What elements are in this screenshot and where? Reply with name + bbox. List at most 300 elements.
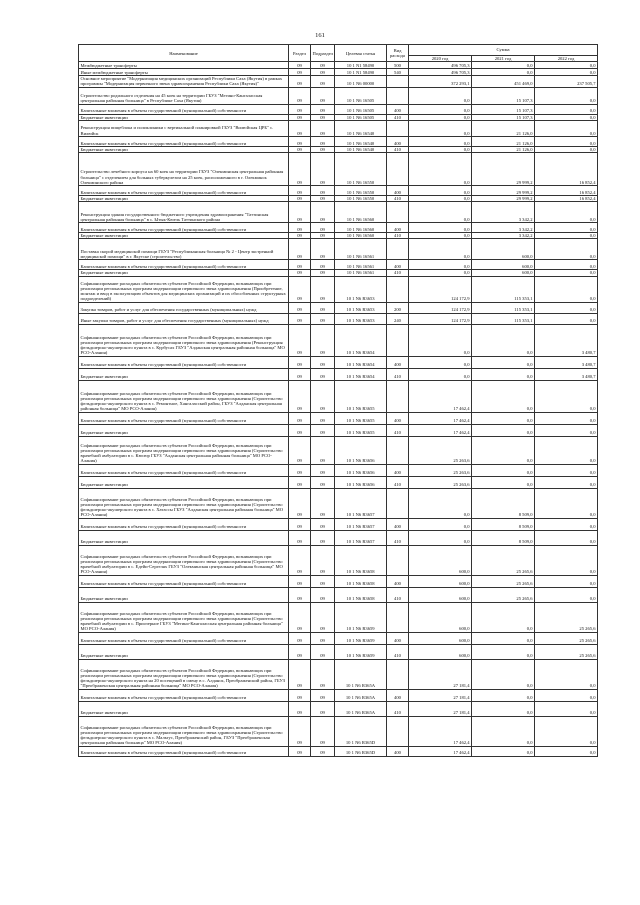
cell-target-item: 10 1 N6 R365A (335, 689, 387, 701)
table-row (79, 575, 598, 587)
cell-name: Иные межбюджетные трансферты (79, 69, 289, 76)
header-subsection: Подраздел (311, 45, 335, 62)
cell-subsection: 09 (311, 488, 335, 518)
cell-sum-2020: 124 172,9 (409, 313, 472, 324)
cell-sum-2020: 0,0 (409, 136, 472, 146)
cell-subsection: 09 (311, 602, 335, 632)
cell-sum-2020: 0,0 (409, 239, 472, 260)
table-row (79, 632, 598, 644)
cell-subsection: 09 (311, 120, 335, 136)
header-year-2022: 2022 год (535, 56, 598, 62)
cell-subsection: 09 (311, 632, 335, 644)
cell-section: 09 (289, 530, 311, 545)
cell-sum-2021: 0,0 (472, 689, 535, 701)
cell-name: Строительство лечебного корпуса на 60 коек на территории ГБУЗ "Олекминская центральная районная больница" с отделением для больных туберкулезом на 25 коек, расположенного в г. Олекминск Олекминского района (79, 153, 289, 186)
cell-sum-2022: 0,0 (535, 270, 598, 276)
cell-subsection: 09 (311, 223, 335, 233)
cell-section: 09 (289, 233, 311, 239)
cell-sum-2021: 0,0 (472, 436, 535, 464)
cell-subsection: 09 (311, 186, 335, 196)
cell-subsection: 09 (311, 276, 335, 302)
cell-sum-2021: 15 107,3 (472, 114, 535, 120)
table-row (79, 424, 598, 436)
cell-subsection: 09 (311, 233, 335, 239)
cell-sum-2022: 237 505,7 (535, 76, 598, 87)
cell-expense-type: 400 (387, 412, 409, 424)
cell-name: Бюджетные инвестиции (79, 233, 289, 239)
table-row (79, 412, 598, 424)
cell-sum-2021: 0,0 (472, 602, 535, 632)
cell-sum-2020: 17 462,4 (409, 746, 472, 756)
cell-section: 09 (289, 356, 311, 368)
cell-target-item: 10 1 N6 R365A (335, 659, 387, 689)
cell-section: 09 (289, 146, 311, 152)
cell-sum-2022: 0,0 (535, 518, 598, 530)
cell-sum-2020: 0,0 (409, 270, 472, 276)
cell-name: Бюджетные инвестиции (79, 530, 289, 545)
cell-expense-type (387, 716, 409, 746)
cell-expense-type: 400 (387, 464, 409, 476)
cell-target-item: 10 1 N6 R3658 (335, 575, 387, 587)
cell-sum-2020: 0,0 (409, 196, 472, 202)
cell-sum-2020: 0,0 (409, 153, 472, 186)
cell-section: 09 (289, 76, 311, 87)
header-target-item: Целевая статья (335, 45, 387, 62)
table-row (79, 239, 598, 260)
cell-name: Межбюджетные трансферты (79, 62, 289, 69)
cell-sum-2021: 29 999,2 (472, 186, 535, 196)
cell-sum-2020: 0,0 (409, 186, 472, 196)
cell-sum-2020: 27 181,4 (409, 689, 472, 701)
cell-name: Реконструкция пищеблока и поликлиники с вертикальной планировкой ГБУЗ "Вилюйская ЦРБ" с. Вилюйск (79, 120, 289, 136)
cell-target-item: 10 1 N6 16540 (335, 146, 387, 152)
cell-sum-2022: 0,0 (535, 530, 598, 545)
cell-name: Капитальные вложения в объекты государственной (муниципальной) собственности (79, 412, 289, 424)
table-row (79, 313, 598, 324)
cell-section: 09 (289, 239, 311, 260)
cell-target-item: 10 1 N6 16550 (335, 153, 387, 186)
cell-sum-2021: 3 342,2 (472, 202, 535, 223)
cell-sum-2021: 0,0 (472, 69, 535, 76)
cell-sum-2021: 15 107,3 (472, 87, 535, 104)
cell-subsection: 09 (311, 436, 335, 464)
cell-expense-type: 400 (387, 260, 409, 270)
cell-expense-type: 410 (387, 233, 409, 239)
cell-name: Капитальные вложения в объекты государственной (муниципальной) собственности (79, 260, 289, 270)
cell-sum-2021: 15 107,3 (472, 104, 535, 114)
cell-name: Бюджетные инвестиции (79, 270, 289, 276)
cell-target-item: 10 1 N6 16540 (335, 120, 387, 136)
cell-expense-type (387, 87, 409, 104)
cell-target-item: 10 1 N6 R3654 (335, 324, 387, 356)
cell-name: Бюджетные инвестиции (79, 196, 289, 202)
cell-sum-2022: 0,0 (535, 746, 598, 756)
cell-expense-type: 400 (387, 186, 409, 196)
table-row (79, 62, 598, 69)
cell-expense-type (387, 602, 409, 632)
cell-sum-2022: 0,0 (535, 69, 598, 76)
header-year-2021: 2021 год (472, 56, 535, 62)
cell-section: 09 (289, 186, 311, 196)
cell-sum-2022: 3 480,7 (535, 368, 598, 380)
cell-section: 09 (289, 313, 311, 324)
cell-expense-type: 410 (387, 270, 409, 276)
cell-sum-2021: 0,0 (472, 368, 535, 380)
cell-name: Основное мероприятие "Модернизация медицинских организаций Республики Саха (Якутия) в рамках программы "Модернизация первичного звена здравоохранения Республики Саха (Якутия)" (79, 76, 289, 87)
cell-sum-2020: 17 462,4 (409, 412, 472, 424)
cell-expense-type: 410 (387, 114, 409, 120)
cell-section: 09 (289, 62, 311, 69)
table-row (79, 476, 598, 488)
cell-subsection: 09 (311, 380, 335, 412)
cell-section: 09 (289, 120, 311, 136)
cell-name: Софинансирование расходных обязательств субъектов Российской Федерации, возникающих при реализации региональных программ модернизации первичного звена здравоохранения (Строительство фельдшерско-акушерского пункта на 20 посещений в смену в с. Алданск, Преображенский район, ГБУЗ "Преображенская центральная районная больница" МО РСО-Алания) (79, 659, 289, 689)
cell-subsection: 09 (311, 530, 335, 545)
cell-sum-2022: 3 480,7 (535, 356, 598, 368)
cell-sum-2020: 27 181,4 (409, 659, 472, 689)
cell-sum-2021: 21 126,0 (472, 120, 535, 136)
cell-name: Капитальные вложения в объекты государственной (муниципальной) собственности (79, 356, 289, 368)
cell-name: Бюджетные инвестиции (79, 368, 289, 380)
cell-name: Капитальные вложения в объекты государственной (муниципальной) собственности (79, 104, 289, 114)
cell-name: Поставка скорой медицинской помощи ГБУЗ "Республиканская больница № 2 - Центр экстренной медицинской помощи" в г. Якутске (строительство) (79, 239, 289, 260)
cell-sum-2020: 0,0 (409, 368, 472, 380)
cell-target-item: 10 1 N6 16560 (335, 233, 387, 239)
cell-target-item: 10 1 N6 R3656 (335, 436, 387, 464)
cell-name: Софинансирование расходных обязательств субъектов Российской Федерации, возникающих при реализации региональных программ модернизации первичного звена здравоохранения (Строительство фельдшерско-акушерского пункта в с. Мальтус, Преображенский район, ГБУЗ "Преображенская центральная районная больница" МО РСО-Алания) (79, 716, 289, 746)
cell-sum-2020: 17 462,4 (409, 716, 472, 746)
cell-expense-type: 200 (387, 302, 409, 313)
table-row (79, 87, 598, 104)
cell-sum-2022: 0,0 (535, 302, 598, 313)
cell-sum-2022: 0,0 (535, 87, 598, 104)
cell-target-item: 10 1 N6 R3658 (335, 587, 387, 602)
cell-section: 09 (289, 196, 311, 202)
cell-sum-2022: 0,0 (535, 276, 598, 302)
cell-sum-2020: 27 181,4 (409, 701, 472, 716)
cell-target-item: 10 1 N6 R3659 (335, 644, 387, 659)
table-row (79, 587, 598, 602)
cell-target-item: 10 1 N6 R365D (335, 716, 387, 746)
cell-subsection: 09 (311, 153, 335, 186)
cell-name: Бюджетные инвестиции (79, 114, 289, 120)
cell-sum-2022: 0,0 (535, 412, 598, 424)
cell-sum-2020: 372 293,1 (409, 76, 472, 87)
cell-target-item: 10 1 N6 R3655 (335, 412, 387, 424)
cell-sum-2021: 115 353,1 (472, 302, 535, 313)
cell-sum-2020: 600,0 (409, 545, 472, 575)
cell-sum-2020: 0,0 (409, 356, 472, 368)
table-row (79, 716, 598, 746)
cell-target-item: 10 1 N6 R3656 (335, 476, 387, 488)
cell-name: Бюджетные инвестиции (79, 424, 289, 436)
cell-sum-2021: 25 265,6 (472, 545, 535, 575)
cell-section: 09 (289, 545, 311, 575)
cell-sum-2020: 0,0 (409, 202, 472, 223)
cell-expense-type: 410 (387, 476, 409, 488)
cell-expense-type: 540 (387, 69, 409, 76)
table-row (79, 530, 598, 545)
cell-section: 09 (289, 153, 311, 186)
cell-target-item: 10 1 N6 R3659 (335, 602, 387, 632)
cell-sum-2022: 0,0 (535, 223, 598, 233)
cell-expense-type (387, 324, 409, 356)
cell-sum-2020: 124 172,9 (409, 302, 472, 313)
cell-sum-2022: 0,0 (535, 62, 598, 69)
cell-sum-2021: 0,0 (472, 424, 535, 436)
cell-expense-type (387, 545, 409, 575)
cell-section: 09 (289, 260, 311, 270)
header-sum: Сумма (409, 45, 598, 56)
cell-name: Капитальные вложения в объекты государственной (муниципальной) собственности (79, 136, 289, 146)
cell-sum-2021: 3 342,2 (472, 233, 535, 239)
cell-expense-type: 410 (387, 424, 409, 436)
cell-target-item: 10 1 N1 58490 (335, 69, 387, 76)
cell-section: 09 (289, 136, 311, 146)
cell-subsection: 09 (311, 412, 335, 424)
cell-sum-2022: 0,0 (535, 202, 598, 223)
cell-section: 09 (289, 270, 311, 276)
cell-sum-2021: 600,0 (472, 270, 535, 276)
cell-sum-2021: 8 509,0 (472, 518, 535, 530)
cell-sum-2021: 115 353,1 (472, 276, 535, 302)
cell-sum-2022: 25 265,6 (535, 644, 598, 659)
cell-name: Капитальные вложения в объекты государственной (муниципальной) собственности (79, 223, 289, 233)
cell-target-item: 10 1 N6 R3657 (335, 530, 387, 545)
cell-target-item: 10 1 N6 R3653 (335, 313, 387, 324)
cell-sum-2021: 29 999,2 (472, 196, 535, 202)
cell-section: 09 (289, 464, 311, 476)
cell-sum-2022: 0,0 (535, 476, 598, 488)
cell-target-item: 10 1 N6 R3658 (335, 545, 387, 575)
cell-target-item: 10 1 N6 R3653 (335, 276, 387, 302)
cell-target-item: 10 1 N1 58490 (335, 62, 387, 69)
page-number: 161 (315, 32, 325, 39)
table-row (79, 488, 598, 518)
table-row (79, 276, 598, 302)
cell-sum-2022: 0,0 (535, 424, 598, 436)
cell-name: Бюджетные инвестиции (79, 146, 289, 152)
cell-sum-2020: 0,0 (409, 488, 472, 518)
cell-target-item: 10 1 N6 R3656 (335, 464, 387, 476)
table-row (79, 644, 598, 659)
cell-section: 09 (289, 276, 311, 302)
cell-section: 09 (289, 104, 311, 114)
cell-section: 09 (289, 436, 311, 464)
cell-sum-2020: 0,0 (409, 530, 472, 545)
cell-subsection: 09 (311, 464, 335, 476)
cell-target-item: 10 1 N6 16561 (335, 239, 387, 260)
cell-name: Софинансирование расходных обязательств субъектов Российской Федерации, возникающих при реализации региональных программ модернизации первичного звена здравоохранения (Реконструкция фельдшерско-акушерского пункта в с. Курбусах ГБУЗ "Алданская центральная районная больница" МО РСО-Алания) (79, 324, 289, 356)
cell-target-item: 10 1 N6 00000 (335, 76, 387, 87)
cell-subsection: 09 (311, 689, 335, 701)
cell-sum-2022: 0,0 (535, 488, 598, 518)
cell-subsection: 09 (311, 356, 335, 368)
cell-target-item: 10 1 N6 16505 (335, 114, 387, 120)
cell-subsection: 09 (311, 136, 335, 146)
cell-name: Реконструкция здания государственного бюджетного учреждения здравоохранения "Таттинская центральная районная больница" в с. Ытык-Кюель Таттинского района (79, 202, 289, 223)
cell-sum-2022: 0,0 (535, 464, 598, 476)
cell-subsection: 09 (311, 575, 335, 587)
cell-subsection: 09 (311, 424, 335, 436)
cell-target-item: 10 1 N6 16550 (335, 186, 387, 196)
cell-expense-type: 410 (387, 196, 409, 202)
cell-subsection: 09 (311, 114, 335, 120)
cell-name: Капитальные вложения в объекты государственной (муниципальной) собственности (79, 689, 289, 701)
cell-section: 09 (289, 302, 311, 313)
cell-name: Бюджетные инвестиции (79, 476, 289, 488)
table-row (79, 368, 598, 380)
cell-sum-2021: 0,0 (472, 701, 535, 716)
cell-section: 09 (289, 368, 311, 380)
cell-sum-2021: 600,0 (472, 260, 535, 270)
cell-name: Иные закупки товаров, работ и услуг для обеспечения государственных (муниципальных) нужд (79, 313, 289, 324)
cell-name: Софинансирование расходных обязательств субъектов Российской Федерации, возникающих при реализации региональных программ модернизации первичного звена здравоохранения (Строительство фельдшерско-акушерского пункта в с. Хатассы ГБУЗ "Алданская центральная районная больница" МО РСО-Алания) (79, 488, 289, 518)
cell-subsection: 09 (311, 701, 335, 716)
cell-sum-2020: 0,0 (409, 104, 472, 114)
cell-subsection: 09 (311, 716, 335, 746)
cell-expense-type: 400 (387, 136, 409, 146)
cell-sum-2022: 0,0 (535, 146, 598, 152)
table-row (79, 136, 598, 146)
cell-subsection: 09 (311, 659, 335, 689)
cell-expense-type (387, 380, 409, 412)
cell-target-item: 10 1 N6 16560 (335, 202, 387, 223)
table-row (79, 746, 598, 756)
cell-target-item: 10 1 N6 R3654 (335, 356, 387, 368)
cell-section: 09 (289, 644, 311, 659)
cell-subsection: 09 (311, 196, 335, 202)
cell-sum-2020: 0,0 (409, 87, 472, 104)
cell-sum-2021: 25 265,6 (472, 587, 535, 602)
cell-sum-2021: 0,0 (472, 412, 535, 424)
cell-sum-2020: 25 263,6 (409, 436, 472, 464)
cell-expense-type: 410 (387, 368, 409, 380)
table-row (79, 324, 598, 356)
cell-target-item: 10 1 N6 16505 (335, 104, 387, 114)
cell-sum-2020: 600,0 (409, 644, 472, 659)
cell-target-item: 10 1 N6 R3657 (335, 518, 387, 530)
cell-sum-2020: 17 462,4 (409, 424, 472, 436)
cell-section: 09 (289, 424, 311, 436)
cell-section: 09 (289, 476, 311, 488)
cell-sum-2021: 21 126,0 (472, 146, 535, 152)
table-row (79, 104, 598, 114)
cell-name: Капитальные вложения в объекты государственной (муниципальной) собственности (79, 575, 289, 587)
cell-sum-2021: 29 999,2 (472, 153, 535, 186)
cell-expense-type: 400 (387, 223, 409, 233)
cell-sum-2022: 0,0 (535, 120, 598, 136)
cell-sum-2022: 0,0 (535, 436, 598, 464)
cell-expense-type: 400 (387, 575, 409, 587)
cell-sum-2022: 0,0 (535, 575, 598, 587)
cell-name: Софинансирование расходных обязательств субъектов Российской Федерации, возникающих при реализации региональных программ модернизации первичного звена здравоохранения (Строительство врачебной амбулатории в с. Приозерное ГБУЗ "Мегино-Кангаласская центральная районная больница" МО РСО-Алания) (79, 602, 289, 632)
table-row (79, 464, 598, 476)
cell-sum-2022: 16 852,4 (535, 186, 598, 196)
cell-expense-type (387, 76, 409, 87)
cell-expense-type: 500 (387, 62, 409, 69)
table-row (79, 659, 598, 689)
cell-target-item: 10 1 N6 R365A (335, 701, 387, 716)
cell-target-item: 10 1 N6 R365D (335, 746, 387, 756)
cell-target-item: 10 1 N6 16560 (335, 223, 387, 233)
table-row (79, 518, 598, 530)
header-name: Наименование (79, 45, 289, 62)
cell-target-item: 10 1 N6 16550 (335, 196, 387, 202)
cell-subsection: 09 (311, 302, 335, 313)
cell-section: 09 (289, 324, 311, 356)
cell-sum-2021: 8 509,0 (472, 530, 535, 545)
cell-sum-2022: 3 480,7 (535, 324, 598, 356)
cell-subsection: 09 (311, 239, 335, 260)
cell-subsection: 09 (311, 746, 335, 756)
cell-section: 09 (289, 223, 311, 233)
cell-expense-type: 410 (387, 146, 409, 152)
table-body (79, 62, 598, 756)
cell-sum-2022: 25 265,6 (535, 602, 598, 632)
cell-sum-2021: 0,0 (472, 464, 535, 476)
cell-sum-2022: 25 265,6 (535, 632, 598, 644)
table-row (79, 186, 598, 196)
cell-target-item: 10 1 N6 R3655 (335, 424, 387, 436)
cell-sum-2022: 0,0 (535, 380, 598, 412)
cell-subsection: 09 (311, 644, 335, 659)
cell-name: Бюджетные инвестиции (79, 644, 289, 659)
cell-subsection: 09 (311, 476, 335, 488)
cell-sum-2021: 8 509,0 (472, 488, 535, 518)
cell-section: 09 (289, 202, 311, 223)
cell-sum-2021: 0,0 (472, 746, 535, 756)
cell-sum-2021: 600,0 (472, 239, 535, 260)
cell-subsection: 09 (311, 87, 335, 104)
cell-target-item: 10 1 N6 R3655 (335, 380, 387, 412)
cell-expense-type: 400 (387, 356, 409, 368)
cell-sum-2022: 0,0 (535, 587, 598, 602)
cell-section: 09 (289, 659, 311, 689)
cell-target-item: 10 1 N6 16505 (335, 87, 387, 104)
cell-name: Софинансирование расходных обязательств субъектов Российской Федерации, возникающих при реализации региональных программ модернизации первичного звена здравоохранения (Строительство фельдшерско-акушерского пункта в с. Ремонтное, Хангаласский район, ГБУЗ "Алданская центральная районная больница" МО РСО-Алания) (79, 380, 289, 412)
cell-target-item: 10 1 N6 R3654 (335, 368, 387, 380)
table-row (79, 545, 598, 575)
cell-sum-2020: 25 263,6 (409, 464, 472, 476)
cell-section: 09 (289, 488, 311, 518)
cell-section: 09 (289, 689, 311, 701)
cell-subsection: 09 (311, 313, 335, 324)
cell-sum-2021: 0,0 (472, 644, 535, 659)
cell-sum-2021: 0,0 (472, 659, 535, 689)
cell-sum-2022: 0,0 (535, 545, 598, 575)
cell-expense-type (387, 659, 409, 689)
cell-sum-2022: 0,0 (535, 233, 598, 239)
cell-sum-2022: 0,0 (535, 136, 598, 146)
cell-name: Капитальные вложения в объекты государственной (муниципальной) собственности (79, 632, 289, 644)
cell-target-item: 10 1 N6 R3659 (335, 632, 387, 644)
cell-sum-2020: 0,0 (409, 324, 472, 356)
table-row (79, 689, 598, 701)
cell-section: 09 (289, 587, 311, 602)
header-expense-type: Вид расхода (387, 45, 409, 62)
cell-expense-type (387, 436, 409, 464)
cell-sum-2022: 0,0 (535, 716, 598, 746)
cell-name: Софинансирование расходных обязательств субъектов Российской Федерации, возникающих при реализации региональных программ модернизации первичного звена здравоохранения (Приобретение, монтаж и ввод в эксплуатацию объектов для медицинских организаций и их обособленных структурных подразделений) (79, 276, 289, 302)
cell-sum-2020: 25 263,6 (409, 476, 472, 488)
table-row (79, 223, 598, 233)
table-row (79, 202, 598, 223)
table-row (79, 701, 598, 716)
cell-section: 09 (289, 716, 311, 746)
cell-subsection: 09 (311, 587, 335, 602)
cell-section: 09 (289, 114, 311, 120)
